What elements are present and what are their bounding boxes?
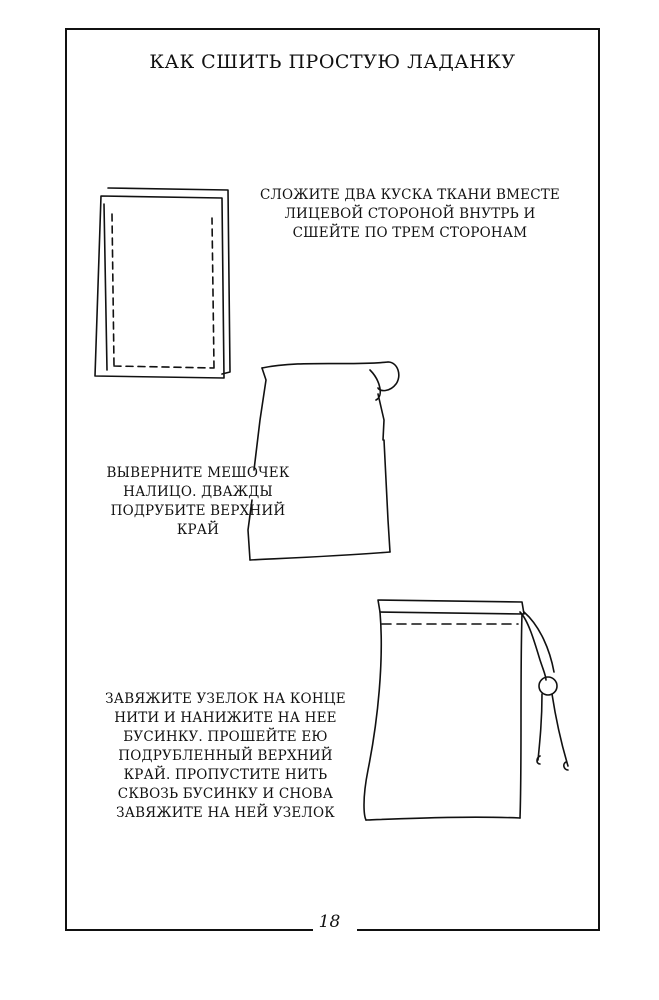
step-3-line-5: КРАЙ. ПРОПУСТИТЕ НИТЬ bbox=[123, 767, 328, 783]
step-1-line-2: ЛИЦЕВОЙ СТОРОНОЙ ВНУТРЬ И bbox=[284, 206, 536, 222]
step-1-caption bbox=[245, 186, 575, 243]
step-3-line-3: БУСИНКУ. ПРОШЕЙТЕ ЕЮ bbox=[123, 729, 328, 745]
step-2-line-4: КРАЙ bbox=[176, 522, 220, 538]
fabric-pieces-illustration bbox=[95, 188, 230, 378]
step-2-line-1: ВЫВЕРНИТЕ МЕШОЧЕК bbox=[106, 465, 290, 481]
step-1-line-3: СШЕЙТЕ ПО ТРЕМ СТОРОНАМ bbox=[292, 225, 528, 241]
page-title: КАК СШИТЬ ПРОСТУЮ ЛАДАНКУ bbox=[149, 51, 516, 73]
step-3-line-2: НИТИ И НАНИЖИТЕ НА НЕЕ bbox=[114, 710, 337, 726]
step-3-line-4: ПОДРУБЛЕННЫЙ ВЕРХНИЙ bbox=[118, 748, 333, 764]
step-2-caption bbox=[98, 464, 298, 540]
drawstring-pouch-illustration bbox=[364, 600, 568, 820]
step-3-caption bbox=[88, 690, 363, 823]
step-1-line-1: СЛОЖИТЕ ДВА КУСКА ТКАНИ ВМЕСТЕ bbox=[260, 187, 560, 203]
page-number: 18 bbox=[318, 912, 341, 932]
step-2-line-2: НАЛИЦО. ДВАЖДЫ bbox=[123, 484, 273, 500]
step-2-line-3: ПОДРУБИТЕ ВЕРХНИЙ bbox=[110, 503, 286, 519]
step-3-line-1: ЗАВЯЖИТЕ УЗЕЛОК НА КОНЦЕ bbox=[105, 691, 346, 707]
step-3-line-7: ЗАВЯЖИТЕ НА НЕЙ УЗЕЛОК bbox=[116, 805, 335, 821]
step-3-line-6: СКВОЗЬ БУСИНКУ И СНОВА bbox=[117, 786, 334, 802]
